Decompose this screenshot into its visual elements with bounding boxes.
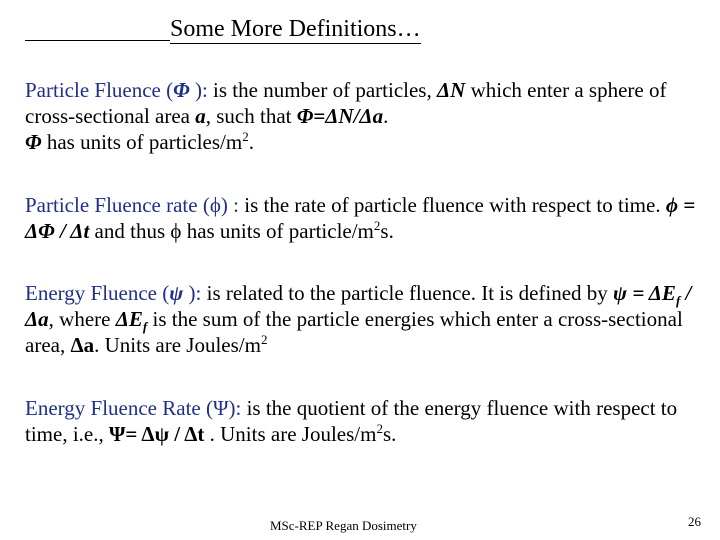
- term-energy-fluence-rate: Energy Fluence Rate: [25, 396, 201, 420]
- energy-fluence-rate-definition: [25, 395, 705, 447]
- fluence-equation: Φ=ΔN/Δa: [296, 104, 384, 128]
- text: . Units are Joules/m: [94, 333, 261, 357]
- symbol-psi: ψ: [169, 281, 184, 305]
- text: . Units are Joules/m: [204, 422, 377, 446]
- energy-fluence-rate-equation: Ψ= Δψ / Δt: [108, 422, 205, 446]
- fluence-rate-equation: ϕ = ΔΦ / Δt: [25, 193, 696, 243]
- exponent: 2: [373, 218, 381, 233]
- paren-open: (: [200, 396, 213, 420]
- paren-open: (: [160, 78, 174, 102]
- paren-open: (: [197, 193, 210, 217]
- slide-title: Some More Definitions…: [170, 16, 421, 42]
- paren-open: (: [157, 281, 170, 305]
- delta-n: ΔN: [436, 78, 466, 102]
- energy-fluence-definition: [25, 280, 705, 358]
- footer-text: MSc-REP Regan Dosimetry: [270, 518, 417, 533]
- delta-a: Δa: [70, 333, 95, 357]
- particle-fluence-definition: [25, 77, 705, 155]
- exponent: 2: [242, 129, 249, 144]
- symbol-phi: Φ: [25, 130, 42, 154]
- page-number: 26: [688, 514, 701, 529]
- text: .: [383, 104, 389, 128]
- term-particle-fluence-rate: Particle Fluence rate: [25, 193, 198, 217]
- energy-fluence-equation: $\psi = \Delta E_f / \Delta a$: [25, 281, 692, 331]
- paren-close: ):: [183, 281, 202, 305]
- symbol-phi: Φ: [173, 78, 190, 102]
- text: and thus: [89, 219, 171, 243]
- text: , such that: [205, 104, 297, 128]
- exponent: 2: [376, 421, 383, 436]
- text: s.: [380, 219, 394, 243]
- paren-close: ):: [228, 396, 242, 420]
- symbol-psi-capital: Ψ: [212, 396, 229, 420]
- particle-fluence-rate-definition: [25, 192, 705, 244]
- text: is the number of particles,: [207, 78, 437, 102]
- text: s.: [382, 422, 397, 446]
- text: is related to the particle fluence. It is defined by: [201, 281, 614, 305]
- text: has units of particles/m: [41, 130, 243, 154]
- text: is the rate of particle fluence with respect to time.: [238, 193, 666, 217]
- text: is the sum of the particle energies which enter a cross-sectional area,: [25, 307, 683, 357]
- title-rule: [25, 40, 170, 41]
- paren-close: ):: [189, 78, 208, 102]
- symbol-phi-small: ϕ: [209, 193, 221, 217]
- term-energy-fluence: Energy Fluence: [25, 281, 157, 305]
- exponent: 2: [260, 332, 268, 347]
- text: .: [248, 130, 254, 154]
- text: which enter a sphere of cross-sectional area: [25, 78, 667, 128]
- text: is the quotient of the energy fluence with respect to time, i.e.,: [25, 396, 678, 446]
- paren-close: ) :: [220, 193, 239, 217]
- symbol-phi-small: ϕ: [170, 219, 182, 243]
- term-particle-fluence: Particle Fluence: [25, 78, 161, 102]
- text: has units of particle/m: [181, 219, 374, 243]
- text: , where: [48, 307, 116, 331]
- delta-e-f: $\Delta E_f$: [115, 307, 148, 335]
- area-a: a: [195, 104, 206, 128]
